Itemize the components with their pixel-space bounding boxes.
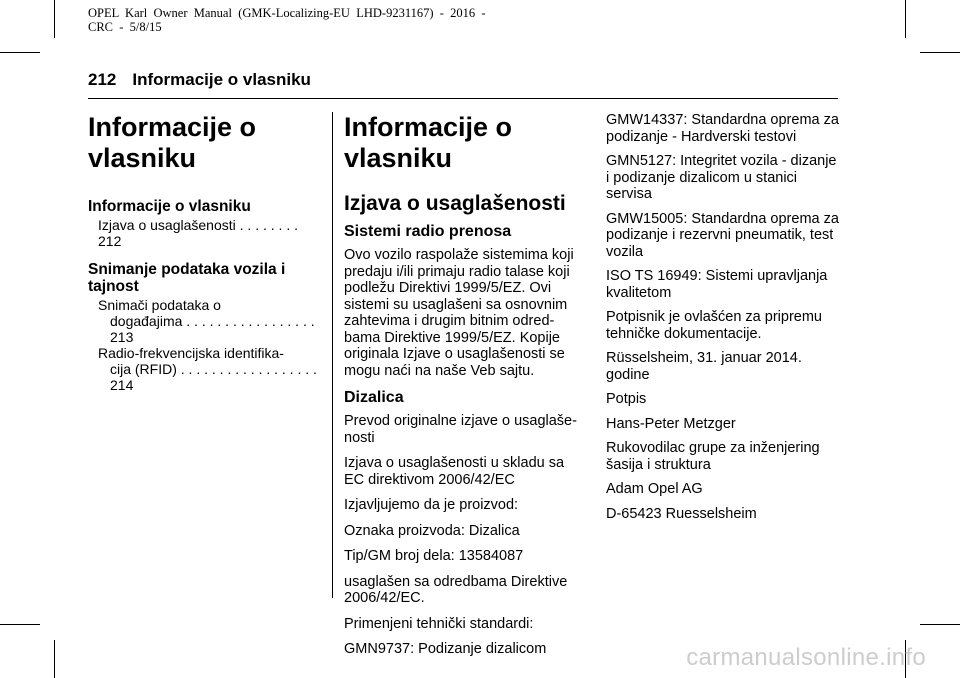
crop-mark bbox=[54, 0, 55, 38]
toc-title: Informacije o vlasniku bbox=[88, 112, 257, 173]
paragraph: Oznaka proizvoda: Dizalica bbox=[344, 522, 520, 539]
article-column-3 bbox=[606, 112, 842, 530]
paragraph: Izjavljujemo da je proizvod: bbox=[344, 497, 519, 513]
crop-mark bbox=[905, 0, 906, 38]
paragraph: Potpisnik je ovlašćen za pripremu tehničke dokumentacije. bbox=[606, 309, 822, 342]
toc-entry-continuation: događajima . . . . . . . . . . . . . . . . . 213 bbox=[110, 313, 315, 345]
watermark: carmanualsonline.info bbox=[686, 644, 926, 671]
paragraph: Tip/GM broj dela: 13584087 bbox=[344, 548, 524, 564]
crop-mark bbox=[0, 624, 40, 625]
paragraph: Primenjeni tehnički standardi: bbox=[344, 615, 534, 632]
toc-entry-rfid[interactable] bbox=[88, 345, 320, 393]
toc-entry-izjava[interactable] bbox=[88, 217, 320, 249]
crop-mark bbox=[920, 624, 960, 625]
toc-column bbox=[88, 112, 320, 393]
crop-mark bbox=[920, 52, 960, 53]
toc-entry-text: Radio-frekvencijska identifika- bbox=[98, 345, 284, 361]
paragraph: usaglašen sa odredbama Direktive 2006/42/EC. bbox=[344, 573, 568, 606]
crop-mark bbox=[0, 52, 40, 53]
paragraph: Adam Opel AG bbox=[606, 481, 703, 497]
crop-mark bbox=[54, 640, 55, 678]
page-number: 212 bbox=[88, 70, 117, 89]
print-header bbox=[88, 6, 486, 34]
subsection-heading-jack: Dizalica bbox=[344, 389, 404, 406]
subsection-heading-radio: Sistemi radio prenosa bbox=[344, 223, 512, 240]
radio-paragraph: Ovo vozilo raspolaže sistemima koji predaju i/ili primaju radio talase koji podležu Direktivi 1999/5/EZ. Ovi sistemi su usaglašeni sa osnovnim zahtevima i drugim bitnim odred-bama Direktive 1999/5/EZ. Kopije originala Izjave o usaglašenosti se mogu naći na naše Veb sajtu. bbox=[344, 247, 574, 379]
running-head bbox=[88, 70, 311, 90]
header-rule bbox=[88, 98, 838, 99]
paragraph: D-65423 Ruesselsheim bbox=[606, 505, 757, 522]
toc-section-heading[interactable]: Snimanje podataka vozila i tajnost bbox=[88, 261, 286, 295]
paragraph: Rukovodilac grupe za inženjering šasija i struktura bbox=[606, 440, 820, 473]
toc-entry-text: Izjava o usaglašenosti . . . . . . . . 212 bbox=[98, 217, 298, 249]
paragraph: Potpis bbox=[606, 391, 647, 407]
column-divider bbox=[332, 112, 333, 598]
paragraph: ISO TS 16949: Sistemi upravljanja kvalitetom bbox=[606, 268, 828, 301]
paragraph: GMN9737: Podizanje dizalicom bbox=[344, 641, 547, 657]
section-heading: Izjava o usaglašenosti bbox=[344, 192, 566, 215]
paragraph: Prevod originalne izjave o usaglaše-nosti bbox=[344, 413, 577, 446]
paragraph: Rüsselsheim, 31. januar 2014. godine bbox=[606, 350, 802, 383]
running-head-title: Informacije o vlasniku bbox=[132, 70, 311, 89]
toc-entry-text: Snimači podataka o bbox=[98, 297, 221, 313]
print-header-line2: CRC - 5/8/15 bbox=[88, 20, 162, 34]
paragraph: GMW14337: Standardna oprema za podizanje - Hardverski testovi bbox=[606, 112, 839, 145]
paragraph: GMN5127: Integritet vozila - dizanje i podizanje dizalicom u stanici servisa bbox=[606, 153, 837, 202]
paragraph: GMW15005: Standardna oprema za podizanje i rezervni pneumatik, test vozila bbox=[606, 210, 839, 260]
toc-section-heading[interactable]: Informacije o vlasniku bbox=[88, 198, 251, 215]
print-header-line1: OPEL Karl Owner Manual (GMK-Localizing-EU LHD-9231167) - 2016 - bbox=[88, 6, 486, 20]
article-column-2 bbox=[344, 112, 580, 667]
toc-entry-continuation: cija (RFID) . . . . . . . . . . . . . . . . . . 214 bbox=[110, 361, 317, 393]
paragraph: Hans-Peter Metzger bbox=[606, 415, 736, 432]
paragraph: Izjava o usaglašenosti u skladu sa EC direktivom 2006/42/EC bbox=[344, 455, 565, 488]
toc-entry-snimaci[interactable] bbox=[88, 297, 320, 345]
article-title: Informacije o vlasniku bbox=[344, 112, 513, 173]
